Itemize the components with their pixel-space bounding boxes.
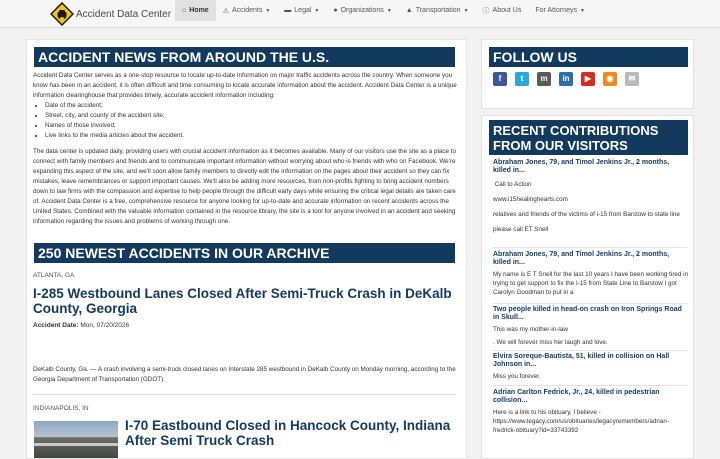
contribution-line: . We will forever miss her laugh and love. <box>493 339 608 346</box>
follow-us-box <box>481 39 694 109</box>
date-value: Mon, 07/20/2026 <box>80 322 130 329</box>
youtube-icon[interactable]: ▶ <box>581 72 595 86</box>
about-paragraph: The data center is updated daily, providing users with crucial accident information as it becomes available. Many of our visitors use the site as a place to connect with family members and friends and to communicate important information without worrying about who is friends with who on Facebook. We're expanding this aspect of the site, and we'll soon allow family members to directly edit the information on the pages about their accident so they can fix mistakes, leave remembrances or support important causes. We'll also be adding more resources, from non-profits fighting to bring accident numbers down to law firms with the compassion and expertise to help people through the difficult early days while ensuring the critical legal details are taken care of. Accident Data Center is a free, comprehensive resource for anyone looking for up-to-date and accurate information on recent accidents across the United States. Combined with the valuable information contained in the resource library, the site is a tool for anyone involved in an accident and seeking information regarding the issues and problems of working through one. <box>33 148 457 225</box>
contribution-title-link[interactable]: Abraham Jones, 79, and Timol Jenkins Jr., 2 months, killed in... <box>493 159 670 174</box>
contributions-box <box>481 115 694 459</box>
facebook-icon[interactable]: f <box>493 72 507 86</box>
nav-label: Organizations <box>340 7 384 14</box>
nav-home[interactable] <box>175 0 216 21</box>
contribution-divider <box>493 350 687 351</box>
warning-icon: ⚠ <box>222 7 229 15</box>
user-icon: ● <box>333 7 338 14</box>
list-item: • Names of those involved; <box>45 121 458 131</box>
contribution-text <box>493 180 689 234</box>
home-icon: ⌂ <box>182 7 187 14</box>
contribution-title-link[interactable]: Adrian Carlton Fedrick, Jr., 24, killed in pedestrian collision... <box>493 389 660 404</box>
info-list <box>45 101 458 141</box>
contribution-title-link[interactable]: Abraham Jones, 79, and Timol Jenkins Jr., 2 months, killed in... <box>493 251 670 266</box>
caret-down-icon: ▼ <box>579 7 585 14</box>
archive-heading: 250 NEWEST ACCIDENTS IN OUR ARCHIVE <box>34 243 455 263</box>
contribution-line: please call ET Snell <box>493 226 549 233</box>
article-title-link[interactable]: I-285 Westbound Lanes Closed After Semi-Truck Crash in DeKalb County, Georgia <box>33 286 452 316</box>
news-heading: ACCIDENT NEWS FROM AROUND THE U.S. <box>34 47 455 67</box>
article-location: ATLANTA, GA <box>33 272 75 279</box>
top-navbar <box>0 0 720 28</box>
contribution-text: Miss you forever. <box>493 373 541 380</box>
road-icon: ▲ <box>405 7 413 14</box>
list-item: • Live links to the media articles about the accident. <box>45 131 458 141</box>
contributions-heading: RECENT CONTRIBUTIONS FROM OUR VISITORS <box>489 120 688 155</box>
email-icon[interactable]: ✉ <box>625 72 639 86</box>
contribution-title-link[interactable]: Elvira Soreque-Bautista, 51, killed in collision on Hall Johnson in... <box>493 353 670 368</box>
nav-legal[interactable] <box>277 0 326 21</box>
caret-down-icon: ▼ <box>463 7 469 14</box>
contribution-divider <box>493 247 687 248</box>
date-label: Accident Date: <box>33 322 79 329</box>
rss-icon[interactable]: ◉ <box>603 72 617 86</box>
logo-icon <box>50 2 74 26</box>
caret-down-icon: ▼ <box>265 7 271 14</box>
nav-label: Transportation <box>415 7 461 14</box>
myspace-icon[interactable]: m <box>537 72 551 86</box>
brand-link[interactable] <box>50 2 171 26</box>
follow-heading: FOLLOW US <box>489 47 688 67</box>
nav-organizations[interactable] <box>326 0 398 21</box>
nav-label: Legal <box>294 7 312 14</box>
contribution-line: Call to Action <box>493 181 532 188</box>
nav-label: Home <box>189 7 209 14</box>
contribution-line: relatives and friends of the victims of i-15 from Barstow to state line <box>493 211 680 218</box>
intro-text <box>33 71 458 227</box>
contribution-text <box>493 325 689 347</box>
accident-date <box>33 322 129 329</box>
contribution-divider <box>493 303 687 304</box>
thumbnail-detail <box>34 443 118 446</box>
nav-accidents[interactable] <box>216 0 278 21</box>
contribution-title-link[interactable]: Two people killed in head-on crash on Iron Springs Road in Skull... <box>493 306 682 321</box>
caret-down-icon: ▼ <box>314 7 320 14</box>
list-item: • Date of the accident; <box>45 101 458 111</box>
info-icon: ⓘ <box>482 7 490 15</box>
list-item: • Street, city, and county of the accident site; <box>45 111 458 121</box>
linkedin-icon[interactable]: in <box>559 72 573 86</box>
article-thumbnail[interactable] <box>34 421 118 459</box>
article-divider <box>33 394 456 395</box>
article-location: INDIANAPOLIS, IN <box>33 405 89 412</box>
brand-name: Accident Data Center <box>76 8 172 20</box>
briefcase-icon: ▬ <box>284 7 292 14</box>
contribution-divider <box>493 385 687 386</box>
contribution-text: My name is E T Snell for the last 10 years I have been working tired in trying to get support to fix the I-15 from State Line to Barstow I got Carolyn Goodman to put in a <box>493 271 689 296</box>
article-title-link[interactable]: I-70 Eastbound Closed in Hancock County, Indiana After Semi Truck Crash <box>125 418 451 448</box>
main-menu <box>175 0 592 21</box>
contribution-text: Here is a link to his obituary, I believe - https://www.legacy.com/us/obituaries/legacyremembers/adrian-fredrick-obituary?id=33743392 <box>493 409 669 434</box>
nav-label: Accidents <box>231 7 263 14</box>
nav-label: About Us <box>492 7 522 14</box>
nav-for-attorneys[interactable] <box>528 0 592 21</box>
intro-paragraph: Accident Data Center serves as a one-stop resource to locate up-to-date information on major traffic accidents across the country. When someone you know has been in an accident, it is often difficult and time consuming to locate accurate information about the accident. Accident Data Center is a unique information clearinghouse that provides timely, accurate accident information including: <box>33 72 457 99</box>
twitter-icon[interactable]: t <box>515 72 529 86</box>
main-content <box>26 39 467 459</box>
nav-transportation[interactable] <box>399 0 476 21</box>
article-snippet: DeKalb County, Ga. — A crash involving a semi-truck closed lanes on Interstate 285 westbound in DeKalb County on Monday morning, according to the Georgia Department of Transportation (GDOT). <box>33 366 456 383</box>
nav-about-us[interactable] <box>476 0 529 21</box>
sidebar <box>481 39 694 459</box>
contribution-line: This was my mother-in-law <box>493 326 568 333</box>
nav-label: For Attorneys <box>535 7 577 14</box>
caret-down-icon: ▼ <box>386 7 392 14</box>
contribution-link[interactable]: www.i15healinghearts.com <box>493 196 568 203</box>
